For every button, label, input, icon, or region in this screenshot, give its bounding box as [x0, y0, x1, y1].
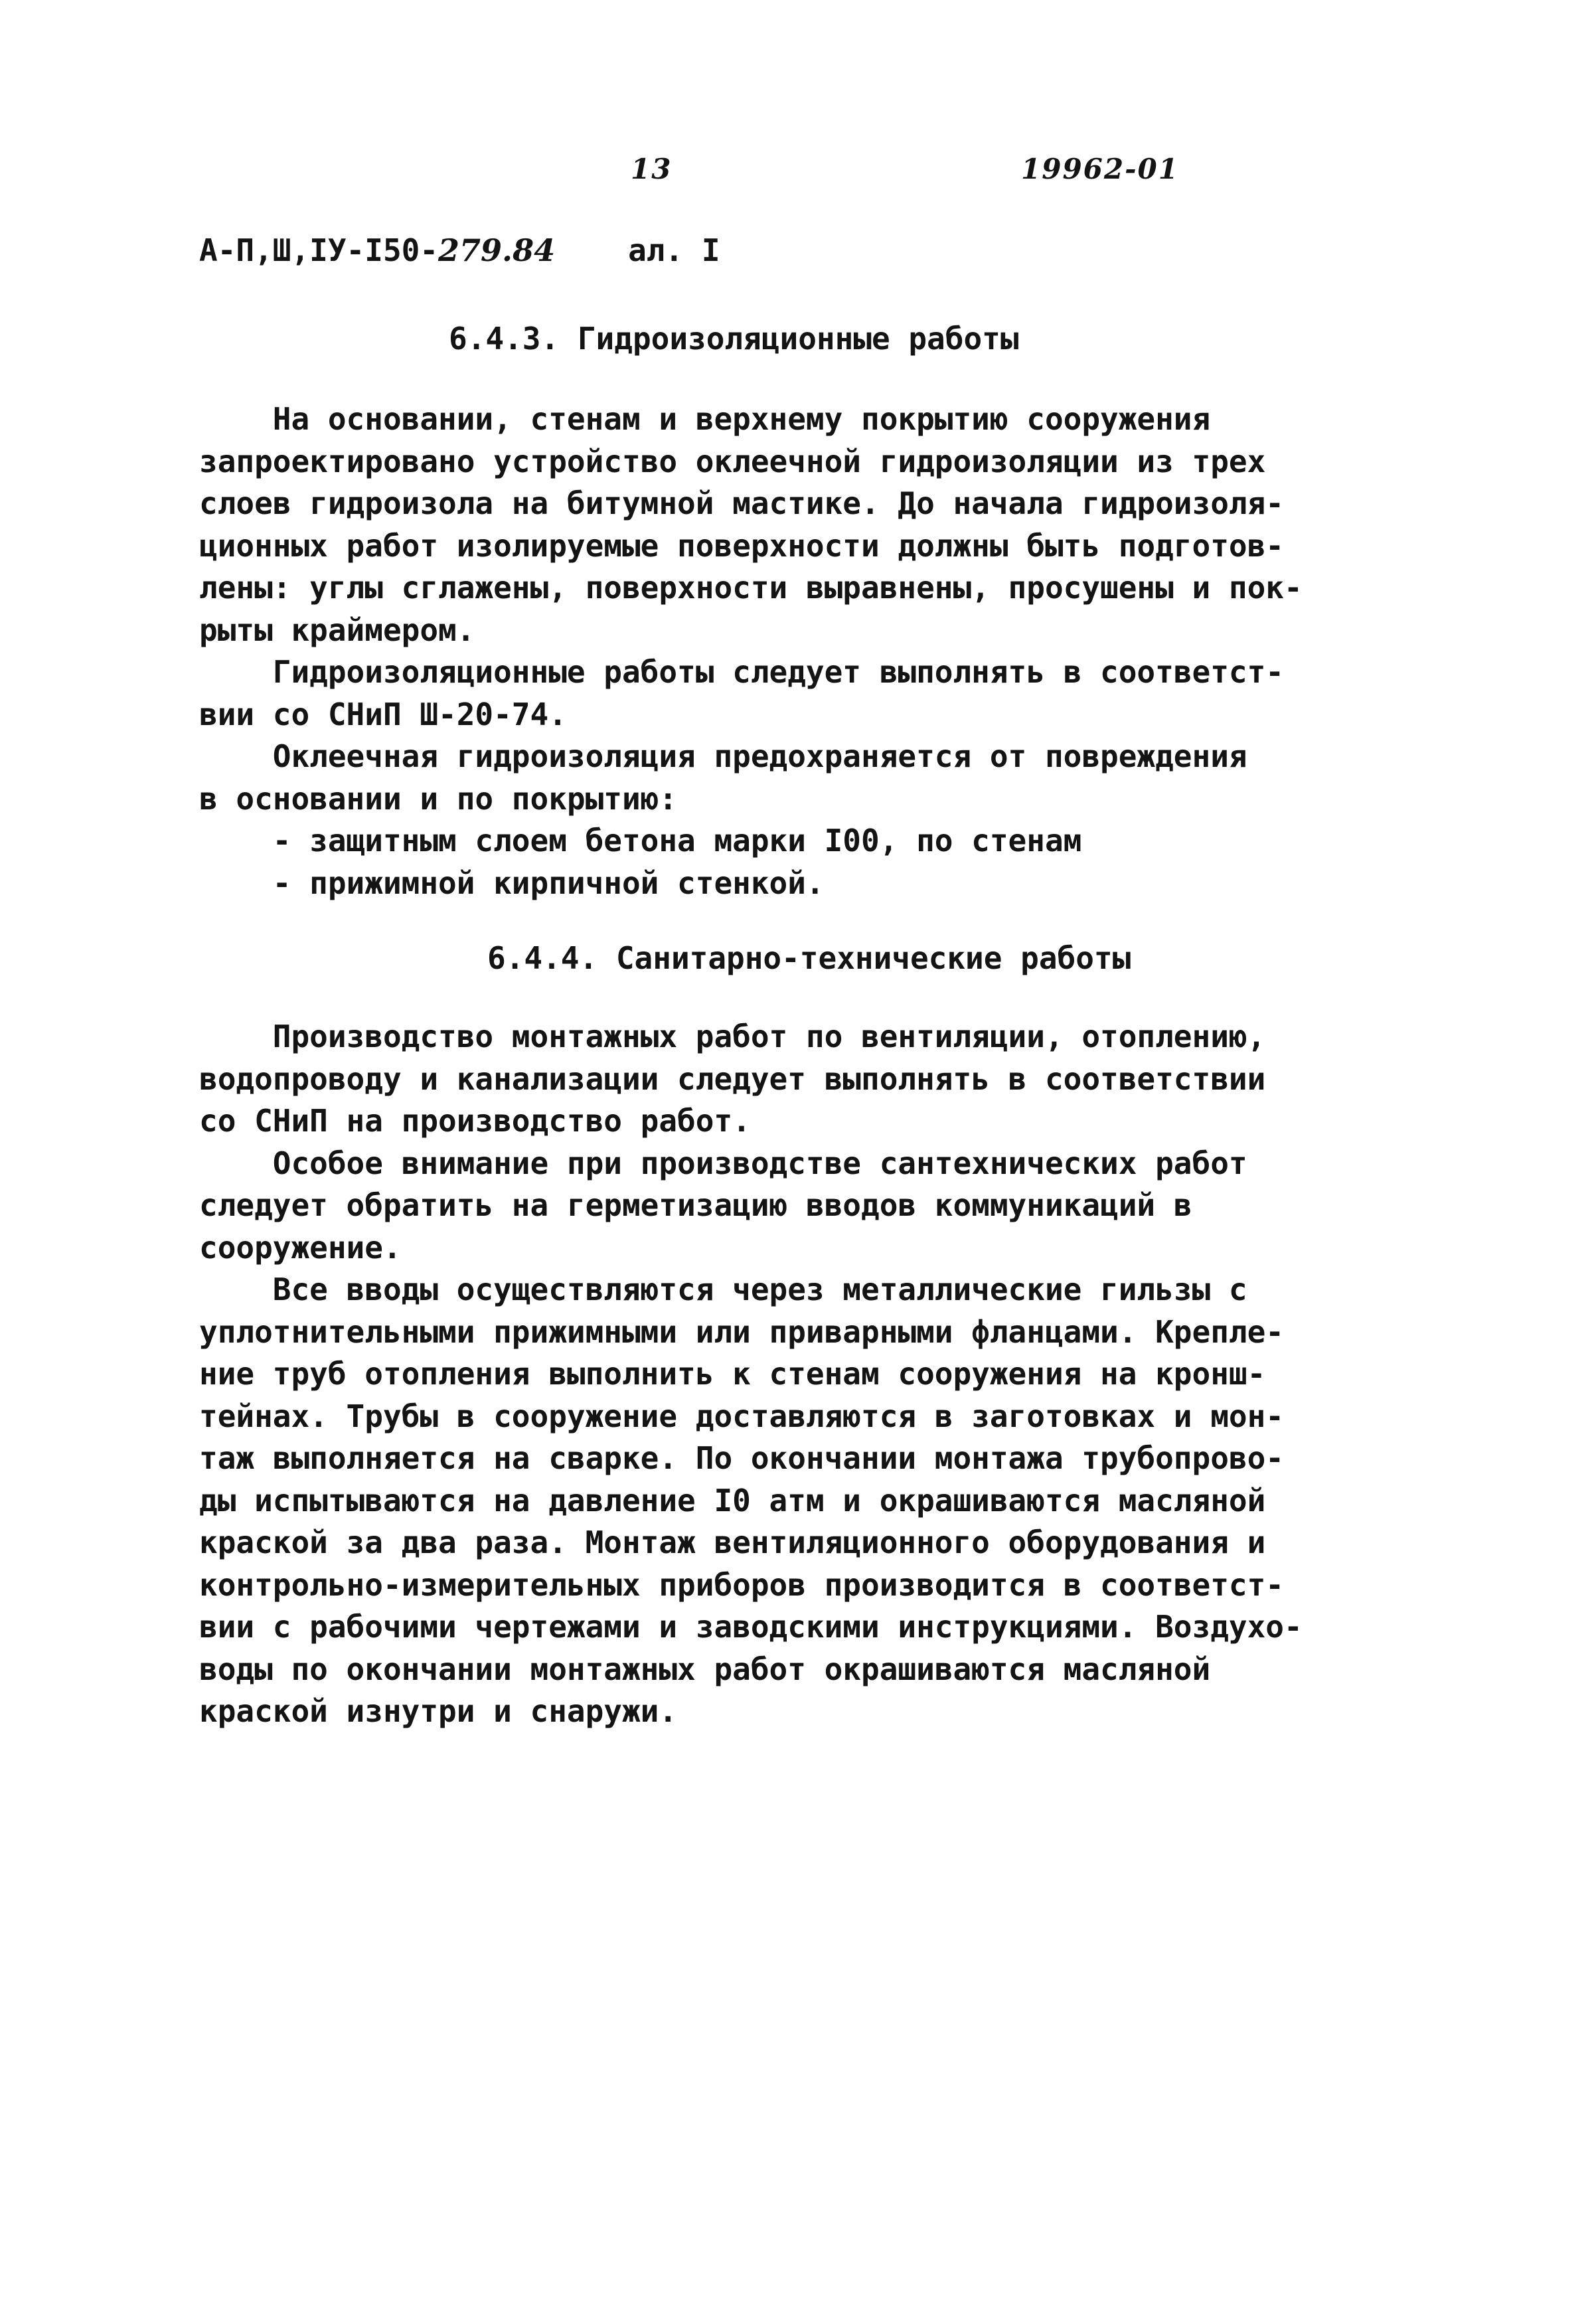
document-number: 19962-01	[1021, 153, 1179, 185]
text-line: в основании и по покрытию:	[199, 780, 678, 817]
text-line: вии со СНиП Ш-20-74.	[199, 696, 567, 732]
text-line: контрольно-измерительных приборов производится в соответст-	[199, 1566, 1284, 1603]
text-line: сооружение.	[199, 1229, 402, 1266]
text-line: Особое внимание при производстве сантехнических работ	[199, 1145, 1247, 1181]
text-line: вии с рабочими чертежами и заводскими инструкциями. Воздухо-	[199, 1609, 1303, 1645]
text-line: таж выполняется на сварке. По окончании монтажа трубопрово-	[199, 1440, 1284, 1476]
text-line: запроектировано устройство оклеечной гидроизоляции из трех	[199, 443, 1266, 479]
text-line: краской изнутри и снаружи.	[199, 1693, 678, 1729]
text-line: Оклеечная гидроизоляция предохраняется от повреждения	[199, 738, 1247, 774]
text-line: Производство монтажных работ по вентиляции, отоплению,	[199, 1019, 1266, 1054]
text-line: водопроводу и канализации следует выполнять в соответствии	[199, 1060, 1266, 1097]
document-code: А-П,Ш,IУ-I50-	[199, 232, 439, 268]
text-line: воды по окончании монтажных работ окрашиваются масляной	[199, 1651, 1211, 1687]
list-item: - защитным слоем бетона марки I00, по стенам	[199, 823, 1082, 859]
section-body-sanitary	[199, 1016, 1303, 1733]
text-line: следует обратить на герметизацию вводов коммуникаций в	[199, 1187, 1192, 1223]
text-line: ды испытываются на давление I0 атм и окрашиваются масляной	[199, 1482, 1266, 1519]
text-line: ние труб отопления выполнить к стенам сооружения на кронш-	[199, 1356, 1266, 1392]
list-item: - прижимной кирпичной стенкой.	[199, 864, 825, 901]
text-line: тейнах. Трубы в сооружение доставляются в заготовках и мон-	[199, 1398, 1284, 1434]
album-label: ал. I	[628, 232, 720, 268]
section-heading-waterproofing: 6.4.3. Гидроизоляционные работы	[449, 321, 1019, 357]
section-body-waterproofing	[199, 398, 1303, 904]
document-code-handwritten: 279.84	[438, 232, 556, 268]
document-code-line	[199, 232, 720, 268]
text-line: уплотнительными прижимными или приварными фланцами. Крепле-	[199, 1313, 1284, 1350]
text-line: рыты краймером.	[199, 612, 475, 648]
section-heading-sanitary: 6.4.4. Санитарно-технические работы	[487, 940, 1131, 976]
text-line: ционных работ изолируемые поверхности должны быть подготов-	[199, 527, 1284, 564]
text-line: Гидроизоляционные работы следует выполнять в соответст-	[199, 654, 1284, 690]
text-line: краской за два раза. Монтаж вентиляционного оборудования и	[199, 1524, 1266, 1560]
text-line: Все вводы осуществляются через металлические гильзы с	[199, 1272, 1247, 1307]
text-line: со СНиП на производство работ.	[199, 1103, 751, 1139]
text-line: На основании, стенам и верхнему покрытию сооружения	[199, 401, 1211, 437]
text-line: слоев гидроизола на битумной мастике. До начала гидроизоля-	[199, 485, 1284, 521]
page-number: 13	[631, 153, 673, 185]
text-line: лены: углы сглажены, поверхности выравнены, просушены и пок-	[199, 570, 1303, 606]
